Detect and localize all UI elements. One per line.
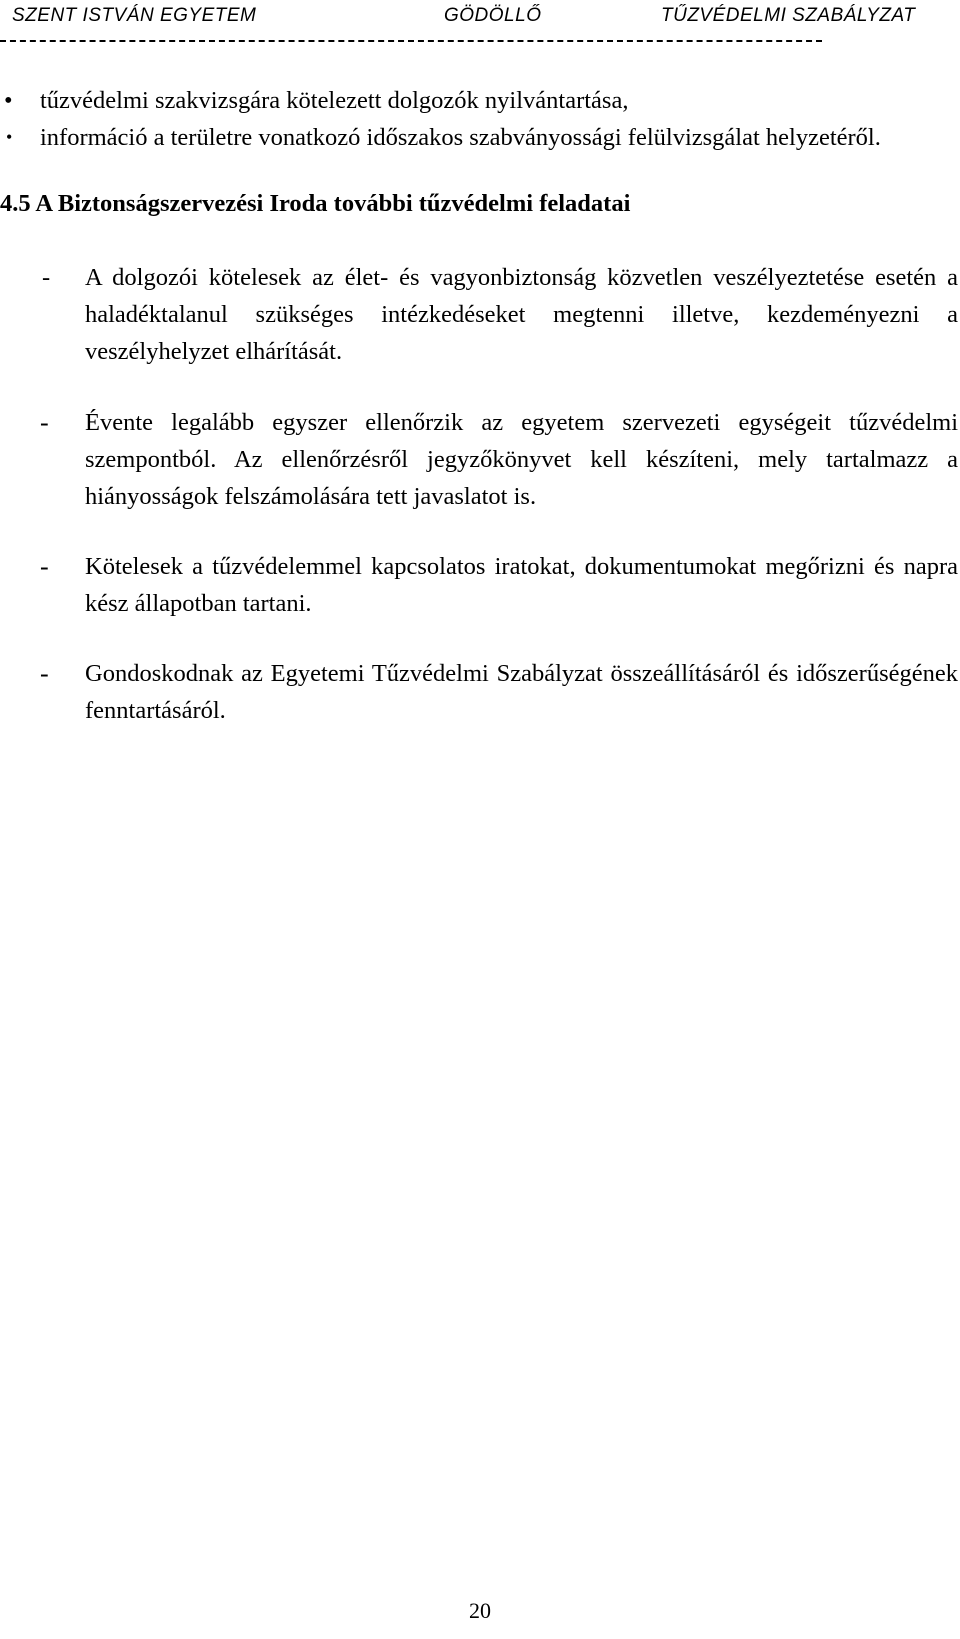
list-item [0, 259, 958, 370]
dash-icon: - [42, 264, 51, 291]
dash-icon: - [40, 408, 49, 437]
section-heading: 4.5 A Biztonságszervezési Iroda további tűzvédelmi feladatai [0, 190, 631, 217]
bullet-dot-icon: • [6, 127, 13, 147]
page-number: 20 [469, 1598, 491, 1623]
page-body [0, 82, 960, 729]
dash-icon: - [40, 659, 49, 688]
list-item-text: Gondoskodnak az Egyetemi Tűzvédelmi Szabályzat összeállításáról és időszerűségének fenntartásáról. [85, 660, 958, 724]
header-university: SZENT ISTVÁN EGYETEM [12, 5, 257, 26]
header-divider [0, 40, 822, 42]
header-document-title: TŰZVÉDELMI SZABÁLYZAT [661, 5, 916, 26]
bullet-text: információ a területre vonatkozó időszakos szabványossági felülvizsgálat helyzetéről. [40, 124, 881, 151]
list-item [0, 655, 958, 729]
list-item [0, 404, 958, 515]
bullet-item [0, 119, 950, 156]
bullet-item [0, 82, 950, 119]
page-header [0, 5, 960, 31]
dash-icon: - [40, 552, 49, 581]
bullet-dot-icon: • [4, 87, 13, 114]
list-item [0, 548, 958, 622]
header-city: GÖDÖLLŐ [444, 5, 542, 26]
list-item-text: A dolgozói kötelesek az élet- és vagyonbiztonság közvetlen veszélyeztetése esetén a haladéktalanul szükséges intézkedéseket megtenni illetve, kezdeményezni a veszélyhelyzet elhárítását. [85, 264, 958, 365]
list-item-text: Évente legalább egyszer ellenőrzik az egyetem szervezeti egységeit tűzvédelmi szempontból. Az ellenőrzésről jegyzőkönyvet kell készíteni, mely tartalmazz a hiányosságok felszámolására tett javaslatot is. [85, 409, 958, 510]
list-item-text: Kötelesek a tűzvédelemmel kapcsolatos iratokat, dokumentumokat megőrizni és napra kész állapotban tartani. [85, 553, 958, 617]
bullet-text: tűzvédelmi szakvizsgára kötelezett dolgozók nyilvántartása, [40, 87, 629, 114]
